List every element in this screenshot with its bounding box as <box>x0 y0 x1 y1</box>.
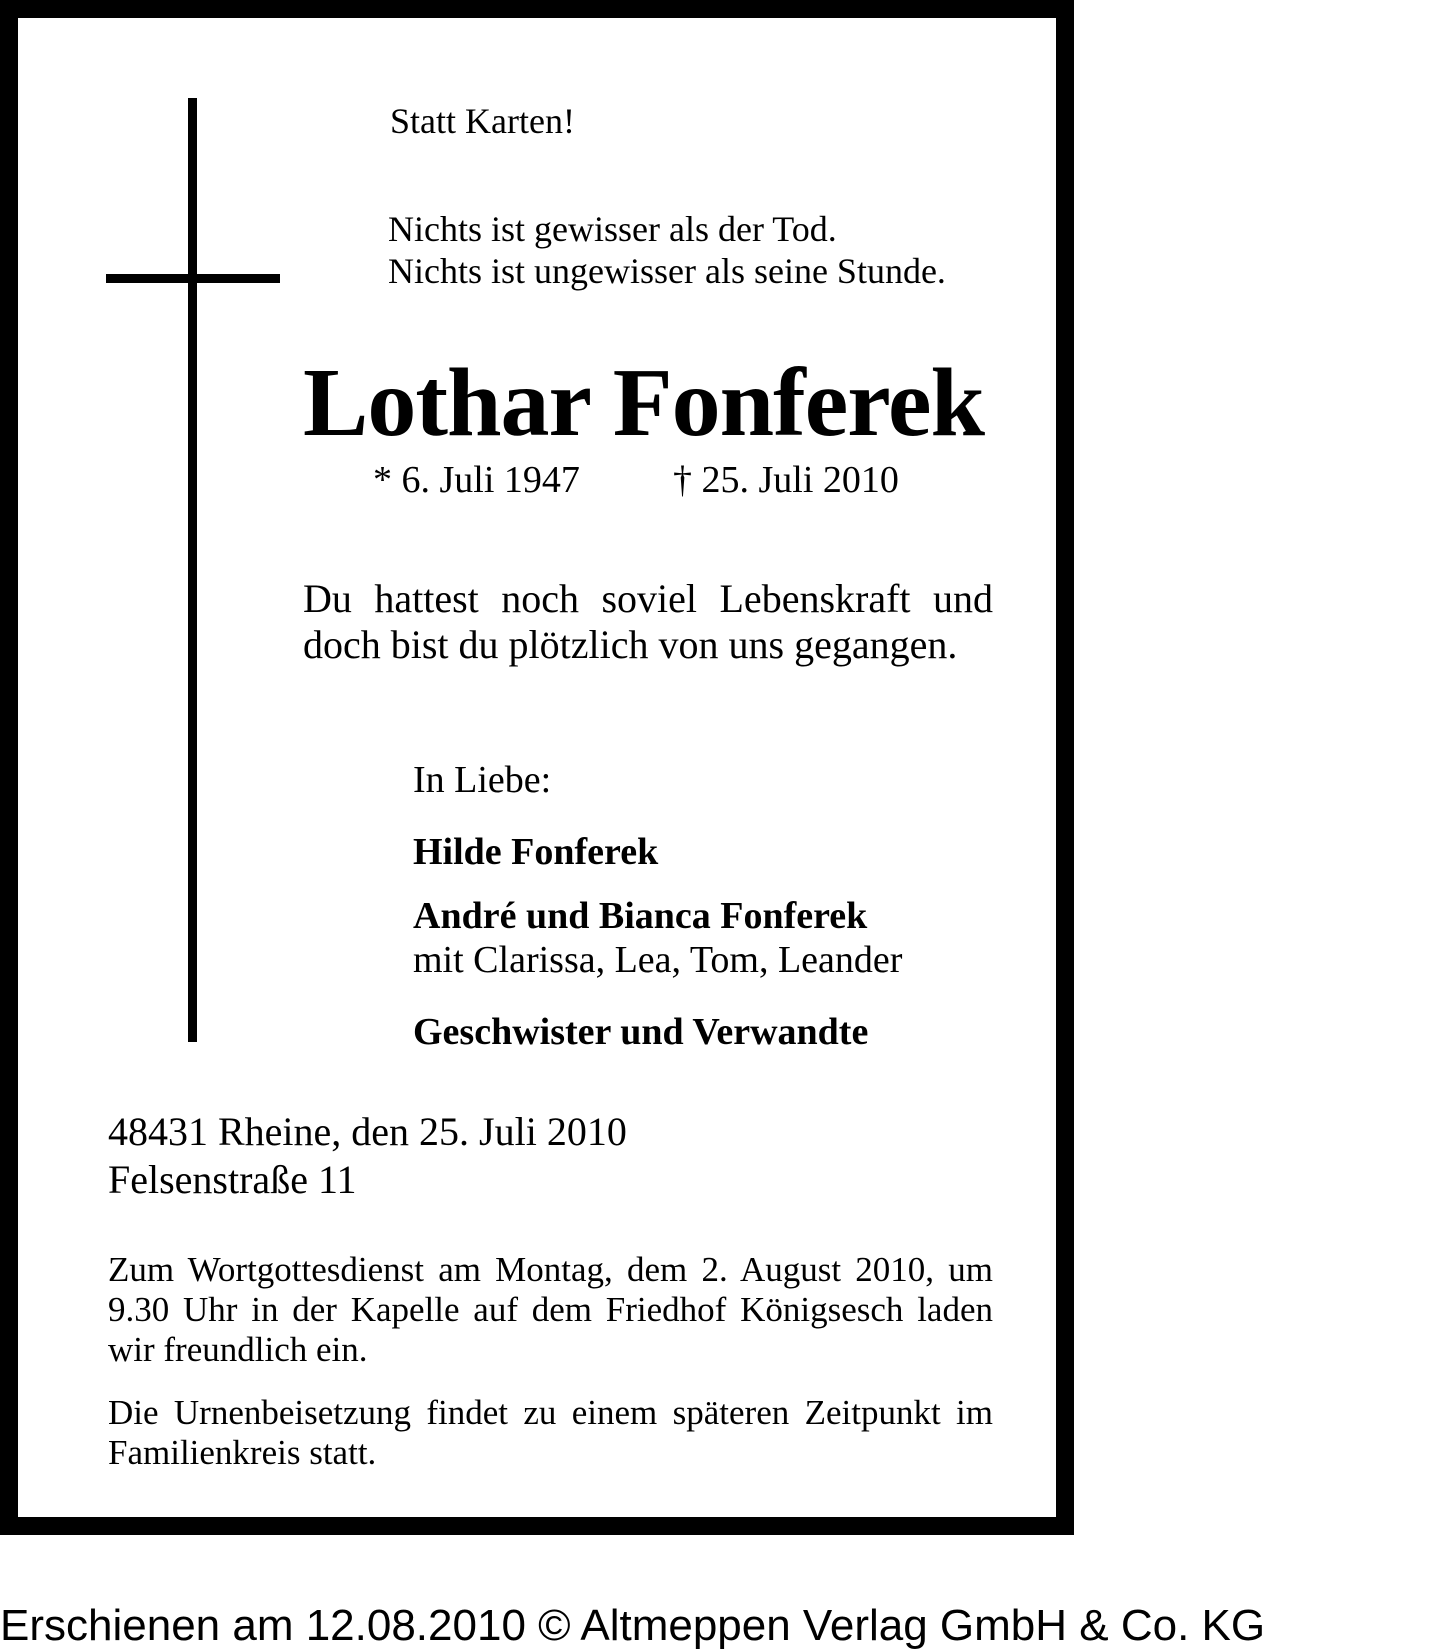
mourner-name: Hilde Fonferek <box>413 831 659 873</box>
mourner-name: André und Bianca Fonferek <box>413 895 868 937</box>
service-info: Zum Wortgottesdienst am Montag, dem 2. August 2010, um 9.30 Uhr in der Kapelle auf dem Friedhof Königsesch laden wir freundlich ein. <box>108 1250 993 1369</box>
deceased-name: Lothar Fonferek <box>303 349 984 457</box>
in-love-label: In Liebe: <box>413 759 552 801</box>
notice-header: Statt Karten! <box>390 101 575 141</box>
birth-date: * 6. Juli 1947 <box>373 459 580 501</box>
quote-line-1: Nichts ist gewisser als der Tod. <box>388 209 837 249</box>
quote <box>388 208 946 292</box>
cross-icon-bar <box>106 274 280 283</box>
mourner-name: Geschwister und Verwandte <box>413 1011 869 1053</box>
place-and-address <box>108 1108 627 1204</box>
street-address: Felsenstraße 11 <box>108 1157 357 1202</box>
quote-line-2: Nichts ist ungewisser als seine Stunde. <box>388 251 946 291</box>
burial-info: Die Urnenbeisetzung findet zu einem späteren Zeitpunkt im Familienkreis statt. <box>108 1393 993 1472</box>
publication-footer: Erschienen am 12.08.2010 © Altmeppen Verlag GmbH & Co. KG <box>0 1601 1266 1650</box>
cross-icon <box>188 98 197 1042</box>
death-date: † 25. Juli 2010 <box>673 459 899 501</box>
mourner-children: mit Clarissa, Lea, Tom, Leander <box>413 939 903 981</box>
poem-text: Du hattest noch soviel Lebenskraft und doch bist du plötzlich von uns gegangen. <box>303 576 993 667</box>
place-date: 48431 Rheine, den 25. Juli 2010 <box>108 1109 627 1154</box>
